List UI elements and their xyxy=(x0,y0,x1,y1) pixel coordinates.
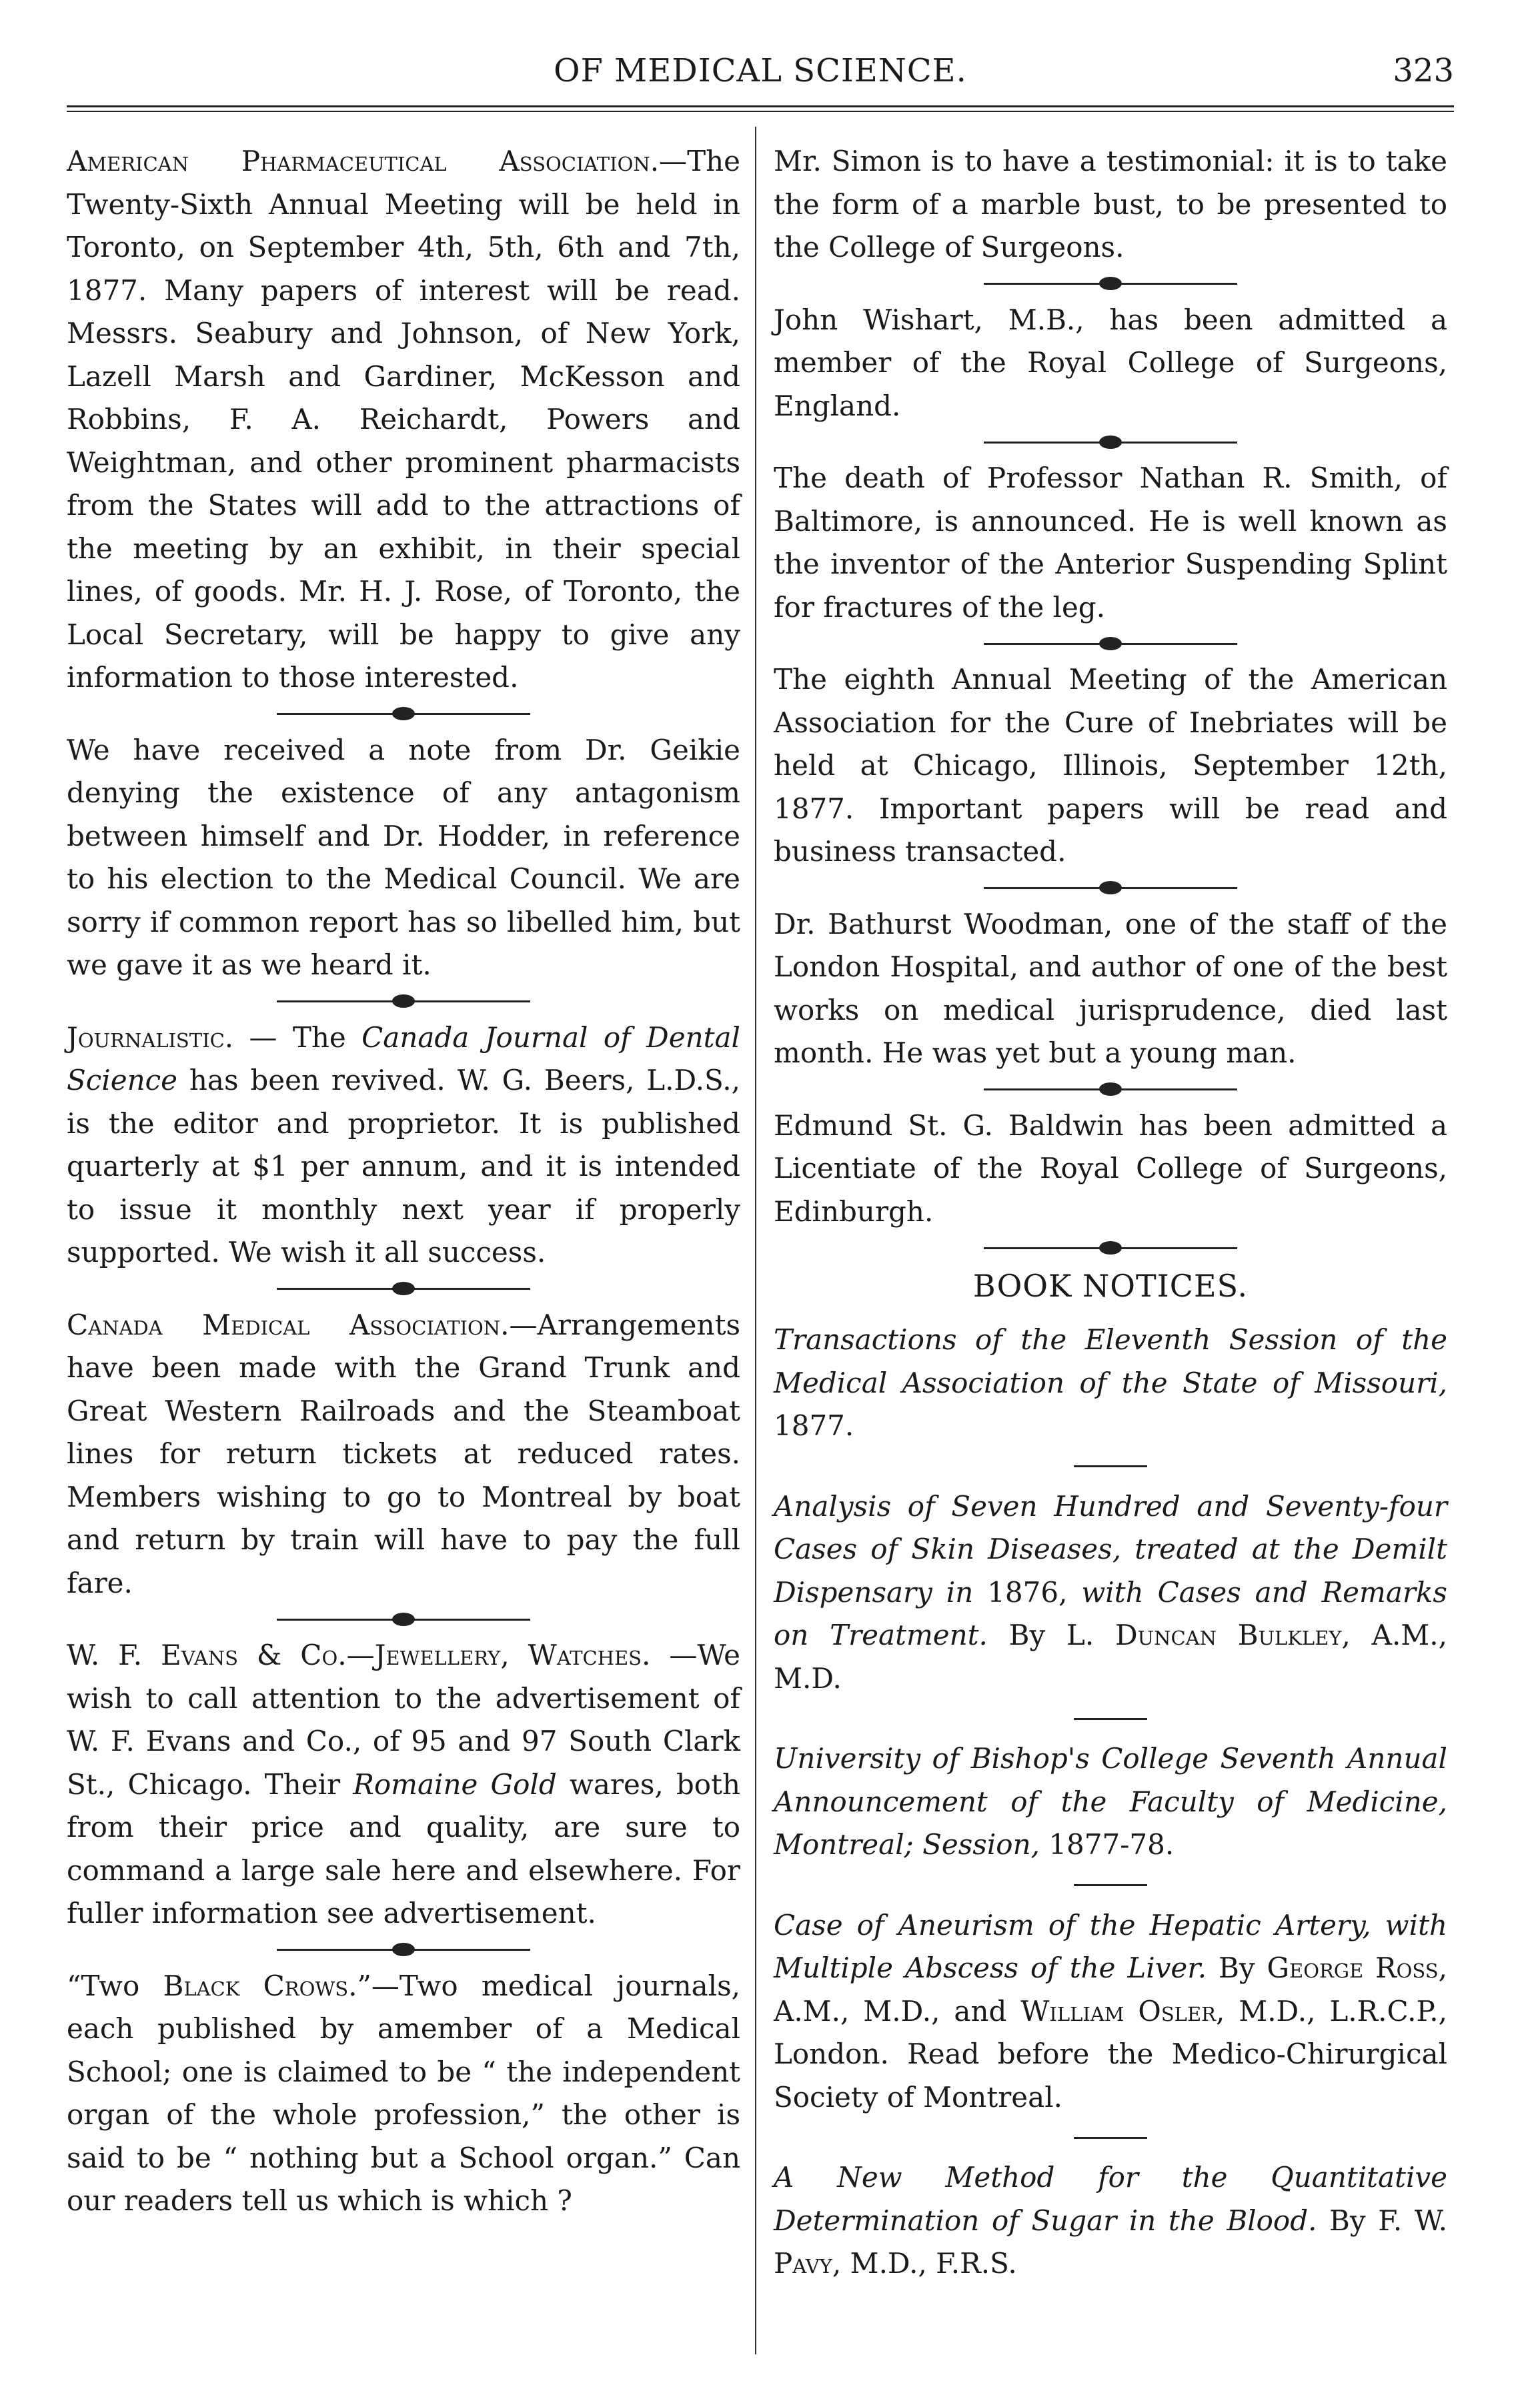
article-heading: American Pharmaceutical Association. xyxy=(67,145,660,177)
ornament-divider xyxy=(67,1935,740,1965)
book-by: By F. W. xyxy=(1317,2204,1447,2237)
book-by: By xyxy=(1207,1951,1267,1984)
ornament-divider xyxy=(774,874,1447,903)
ornament-divider xyxy=(67,700,740,729)
article-text: —The Twenty-Sixth Annual Meeting will be held in Toronto, on September 4th, 5th, 6th and 7th, 1877. Many papers of interest will be read. Messrs. Seabury and Johnson, of New York, Lazell Marsh and Gardiner, McKesson and Robbins, F. A. Reichardt, Powers and Weightman, and other prominent pharmacists from the States will add to the attractions of the meeting by an exhibit, in their special lines, of goods. Mr. H. J. Rose, of Toronto, the Local Secretary, will be happy to give any information to those interested. xyxy=(67,145,740,694)
note-inebriates-meeting: The eighth Annual Meeting of the American Association for the Cure of Inebriates will be held at Chicago, Illinois, September 12th, 1877. Important papers will be read and business transacted. xyxy=(774,663,1447,868)
page-header xyxy=(67,47,1454,100)
book-credentials: , M.D., L.R.C.P., London. Read before the Medico-Chirurgical Society of Montreal. xyxy=(774,1994,1447,2114)
book-title: University of Bishop's College Seventh Annual Announcement of the Faculty of Medicine, Montreal; Session, xyxy=(774,1742,1447,1861)
book-by: By xyxy=(987,1619,1066,1651)
article-two-black-crows xyxy=(67,1965,740,2223)
book-author: George Ross xyxy=(1267,1951,1439,1984)
book-notice xyxy=(774,1904,1447,2120)
short-rule xyxy=(774,1448,1447,1485)
article-text: has been revived. W. G. Beers, L.D.S., is the editor and proprietor. It is published quarterly at $1 per annum, and it is intended to issue it monthly next year if properly supported. We wish it all success. xyxy=(67,1064,740,1269)
book-credentials: , M.D., F.R.S. xyxy=(832,2247,1017,2280)
article-heading: W. F. Evans & Co.—Jewellery, Watches. xyxy=(67,1639,651,1671)
article-text: —Arrangements have been made with the Grand Trunk and Great Western Railroads and the Steamboat lines for return tickets at reduced rates. Members wishing to go to Montreal by boat and return by train will have to pay the full fare. xyxy=(67,1308,740,1599)
note-simon-testimonial: Mr. Simon is to have a testimonial: it is to take the form of a marble bust, to be presented to the College of Surgeons. xyxy=(774,145,1447,263)
ornament-divider xyxy=(774,629,1447,658)
book-credentials: , A.M., M.D., and xyxy=(774,1951,1448,2028)
book-author: William Osler xyxy=(1020,1994,1216,2028)
book-notice xyxy=(774,2156,1447,2286)
note-woodman-death: Dr. Bathurst Woodman, one of the staff of the London Hospital, and author of one of the best works on medical jurisprudence, died last month. He was yet but a young man. xyxy=(774,907,1447,1069)
article-text: —We wish to call attention to the advertisement of W. F. Evans and Co., of 95 and 97 South Clark St., Chicago. Their xyxy=(67,1639,740,1801)
book-year: 1877-78. xyxy=(1039,1828,1175,1861)
short-rule xyxy=(774,1867,1447,1904)
book-title: Analysis of Seven Hundred and Seventy-four Cases of Skin Diseases, treated at the Demilt Dispensary in xyxy=(774,1489,1447,1609)
journal-title: Canada Journal of Dental Science xyxy=(67,1020,740,1096)
book-year: 1876, xyxy=(973,1575,1082,1609)
book-author: Pavy xyxy=(774,2247,832,2280)
ornament-divider xyxy=(774,269,1447,299)
article-canada-medical-association xyxy=(67,1304,740,1605)
book-notice xyxy=(774,1485,1447,1701)
article-pharmaceutical-association xyxy=(67,140,740,700)
ornament-divider xyxy=(774,1233,1447,1263)
article-geikie-note xyxy=(67,729,740,987)
article-text: wares, both from their price and quality, are sure to command a large sale here and elsewhere. For fuller information see advertisement. xyxy=(67,1767,740,1929)
section-heading-book-notices: BOOK NOTICES. xyxy=(972,1268,1249,1304)
article-text: ”—Two medical journals, each published by amember of a Medical School; one is claimed to be “ the independent organ of the whole profession,” the other is said to be “ nothing but a School organ.” Can our readers tell us which is which ? xyxy=(67,1969,740,2217)
header-rule-secondary xyxy=(67,111,1454,112)
article-journalistic xyxy=(67,1016,740,1275)
article-heading: Canada Medical Association. xyxy=(67,1308,510,1341)
article-heading: Black Crows. xyxy=(163,1969,357,2002)
ornament-divider xyxy=(774,428,1447,457)
article-text: We have received a note from Dr. Geikie denying the existence of any antagonism between himself and Dr. Hodder, in reference to his election to the Medical Council. We are sorry if common report has so libelled him, but we gave it as we heard it. xyxy=(67,733,740,981)
book-year: 1877. xyxy=(774,1409,854,1442)
book-notice xyxy=(774,1319,1447,1448)
book-title: Transactions of the Eleventh Session of the Medical Association of the State of Missouri, xyxy=(774,1323,1447,1399)
ornament-divider xyxy=(67,987,740,1016)
note-wishart: John Wishart, M.B., has been admitted a member of the Royal College of Surgeons, England. xyxy=(774,303,1447,422)
column-divider xyxy=(755,127,756,2354)
book-credentials: , A.M., M.D. xyxy=(774,1619,1447,1695)
header-rule xyxy=(67,105,1454,107)
running-title: OF MEDICAL SCIENCE. xyxy=(554,52,967,89)
ornament-divider xyxy=(774,1075,1447,1104)
article-quote-open: “Two xyxy=(67,1969,163,2002)
short-rule xyxy=(774,1700,1447,1737)
product-name: Romaine Gold xyxy=(353,1767,557,1801)
ornament-divider xyxy=(67,1275,740,1304)
page-number: 323 xyxy=(1393,52,1454,89)
right-column xyxy=(774,140,1447,2286)
book-title: A New Method for the Quantitative Determination of Sugar in the Blood. xyxy=(774,2161,1447,2237)
book-title: Case of Aneurism of the Hepatic Artery, with Multiple Abscess of the Liver. xyxy=(774,1908,1447,1984)
article-evans-co xyxy=(67,1634,740,1935)
book-author: L. Duncan Bulkley xyxy=(1066,1619,1342,1651)
article-text: — The xyxy=(233,1020,362,1054)
note-smith-death: The death of Professor Nathan R. Smith, of Baltimore, is announced. He is well known as the inventor of the Anterior Suspending Splint for fractures of the leg. xyxy=(774,462,1447,624)
book-title: with Cases and Remarks on Treatment. xyxy=(774,1575,1447,1651)
short-rule xyxy=(774,2119,1447,2156)
note-baldwin: Edmund St. G. Baldwin has been admitted a Licentiate of the Royal College of Surgeons, Edinburgh. xyxy=(774,1108,1447,1228)
article-heading: Journalistic. xyxy=(67,1020,234,1054)
ornament-divider xyxy=(67,1605,740,1634)
book-notice xyxy=(774,1737,1447,1867)
left-column xyxy=(67,140,740,2223)
